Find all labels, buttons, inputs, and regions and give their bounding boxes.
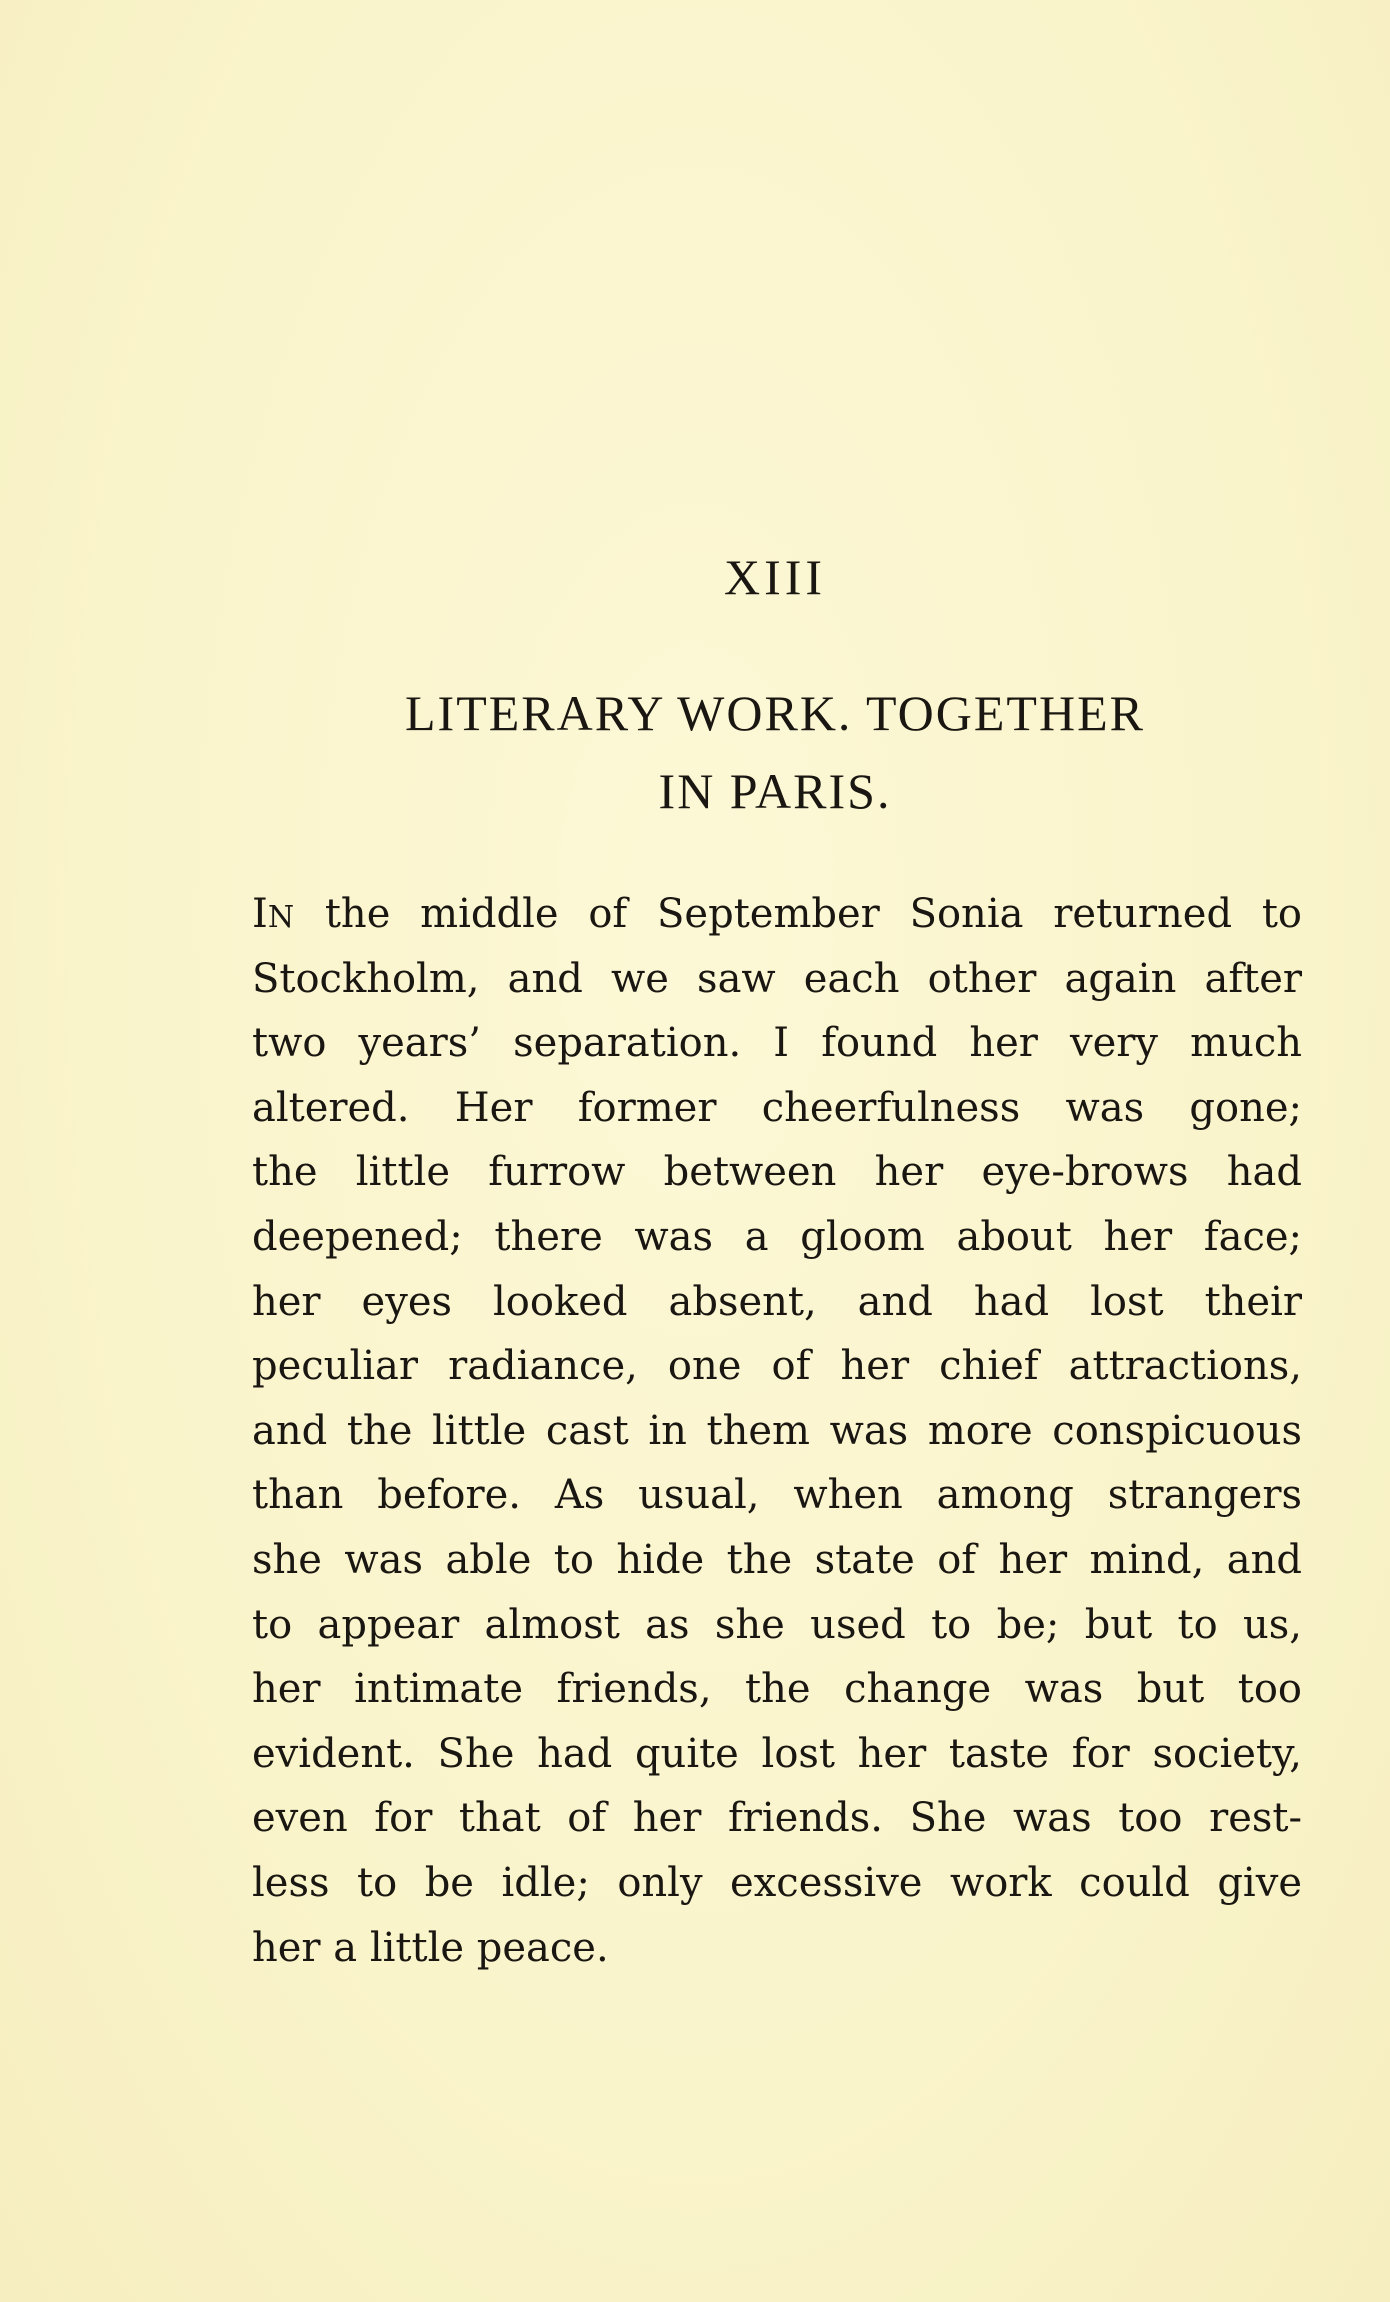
chapter-number: XIII <box>723 549 827 605</box>
text-line-8: peculiar radiance, one of her chief attractions, <box>252 1343 1302 1390</box>
text-line-16: less to be idle; only excessive work could give <box>252 1859 1302 1906</box>
text-line-10: than before. As usual, when among strangers <box>252 1472 1302 1519</box>
text-line-7: her eyes looked absent, and had lost their <box>252 1278 1302 1325</box>
text-line-17: her a little peace. <box>252 1924 609 1971</box>
text-line-3: two years’ separation. I found her very much <box>252 1020 1302 1067</box>
chapter-title <box>0 674 1390 830</box>
text-line-1-rest: the middle of September Sonia returned to <box>295 891 1302 937</box>
chapter-body-paragraph <box>252 882 1302 1980</box>
opening-smallcap: N <box>267 900 296 935</box>
text-line-13: her intimate friends, the change was but too <box>252 1666 1302 1713</box>
text-line-4: altered. Her former cheerfulness was gone; <box>252 1084 1302 1131</box>
text-line-5: the little furrow between her eye-brows had <box>252 1149 1302 1196</box>
chapter-title-line-2: IN PARIS. <box>658 763 892 819</box>
chapter-title-line-1: LITERARY WORK. TOGETHER <box>405 685 1145 741</box>
text-line-12: to appear almost as she used to be; but to us, <box>252 1601 1302 1648</box>
text-line-14: evident. She had quite lost her taste for society, <box>252 1730 1302 1777</box>
text-line-2: Stockholm, and we saw each other again after <box>252 955 1302 1002</box>
text-line-9: and the little cast in them was more conspicuous <box>252 1407 1302 1454</box>
opening-initial: I <box>252 891 268 937</box>
text-line-6: deepened; there was a gloom about her face; <box>252 1213 1302 1260</box>
text-line-11: she was able to hide the state of her mind, and <box>252 1536 1302 1583</box>
text-line-15: even for that of her friends. She was too rest- <box>252 1795 1302 1842</box>
text-line-1 <box>252 882 1302 947</box>
